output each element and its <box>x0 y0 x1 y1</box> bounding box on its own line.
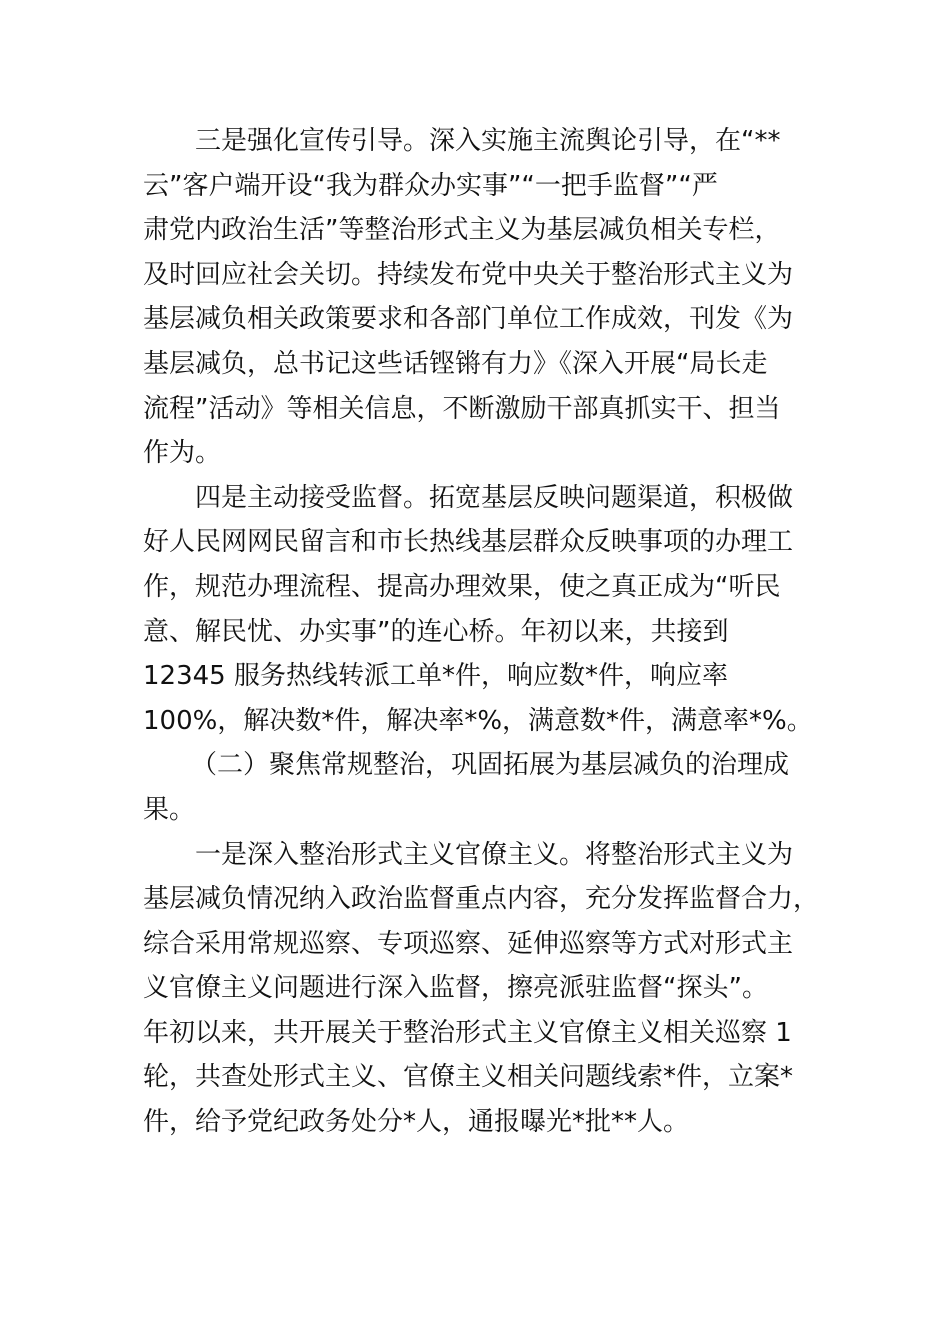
paragraph-line: 件，给予党纪政务处分*人，通报曝光*批**人。 <box>143 1107 690 1138</box>
paragraph-line: 综合采用常规巡察、专项巡察、延伸巡察等方式对形式主 <box>143 928 794 959</box>
paragraph-line: 100%，解决数*件，解决率*%，满意数*件，满意率*%。 <box>143 705 813 736</box>
paragraph-line: 肃党内政治生活”等整治形式主义为基层减负相关专栏， <box>143 215 781 246</box>
paragraph-line: 云”客户端开设“我为群众办实事”“一把手监督”“严 <box>143 170 718 201</box>
paragraph-line: 义官僚主义问题进行深入监督，擦亮派驻监督“探头”。 <box>143 973 768 1004</box>
paragraph-line: 及时回应社会关切。持续发布党中央关于整治形式主义为 <box>143 259 794 290</box>
paragraph-line: 四是主动接受监督。拓宽基层反映问题渠道，积极做 <box>195 482 794 513</box>
paragraph-line: 年初以来，共开展关于整治形式主义官僚主义相关巡察 1 <box>143 1017 792 1048</box>
paragraph-line: 基层减负情况纳入政治监督重点内容，充分发挥监督合力， <box>143 884 820 915</box>
paragraph-line: 基层减负，总书记这些话铿锵有力》《深入开展“局长走 <box>143 348 768 379</box>
paragraph-line: 三是强化宣传引导。深入实施主流舆论引导，在“** <box>195 126 781 156</box>
section-heading-line: 果。 <box>143 794 196 825</box>
paragraph-line: 流程”活动》等相关信息，不断激励干部真抓实干、担当 <box>143 393 781 424</box>
paragraph-line: 作，规范办理流程、提高办理效果，使之真正成为“听民 <box>143 571 781 602</box>
document-body <box>143 119 820 1145</box>
paragraph-line: 意、解民忧、办实事”的连心桥。年初以来，共接到 <box>143 616 729 647</box>
paragraph-line: 好人民网网民留言和市长热线基层群众反映事项的办理工 <box>143 527 794 558</box>
paragraph-line: 一是深入整治形式主义官僚主义。将整治形式主义为 <box>195 839 794 870</box>
paragraph-line: 作为。 <box>143 438 222 469</box>
paragraph-line: 轮，共查处形式主义、官僚主义相关问题线索*件，立案* <box>143 1062 794 1093</box>
paragraph-line: 12345 服务热线转派工单*件，响应数*件，响应率 <box>143 661 728 692</box>
section-heading-line: （二）聚焦常规整治，巩固拓展为基层减负的治理成 <box>191 750 790 781</box>
paragraph-line: 基层减负相关政策要求和各部门单位工作成效，刊发《为 <box>143 304 794 335</box>
